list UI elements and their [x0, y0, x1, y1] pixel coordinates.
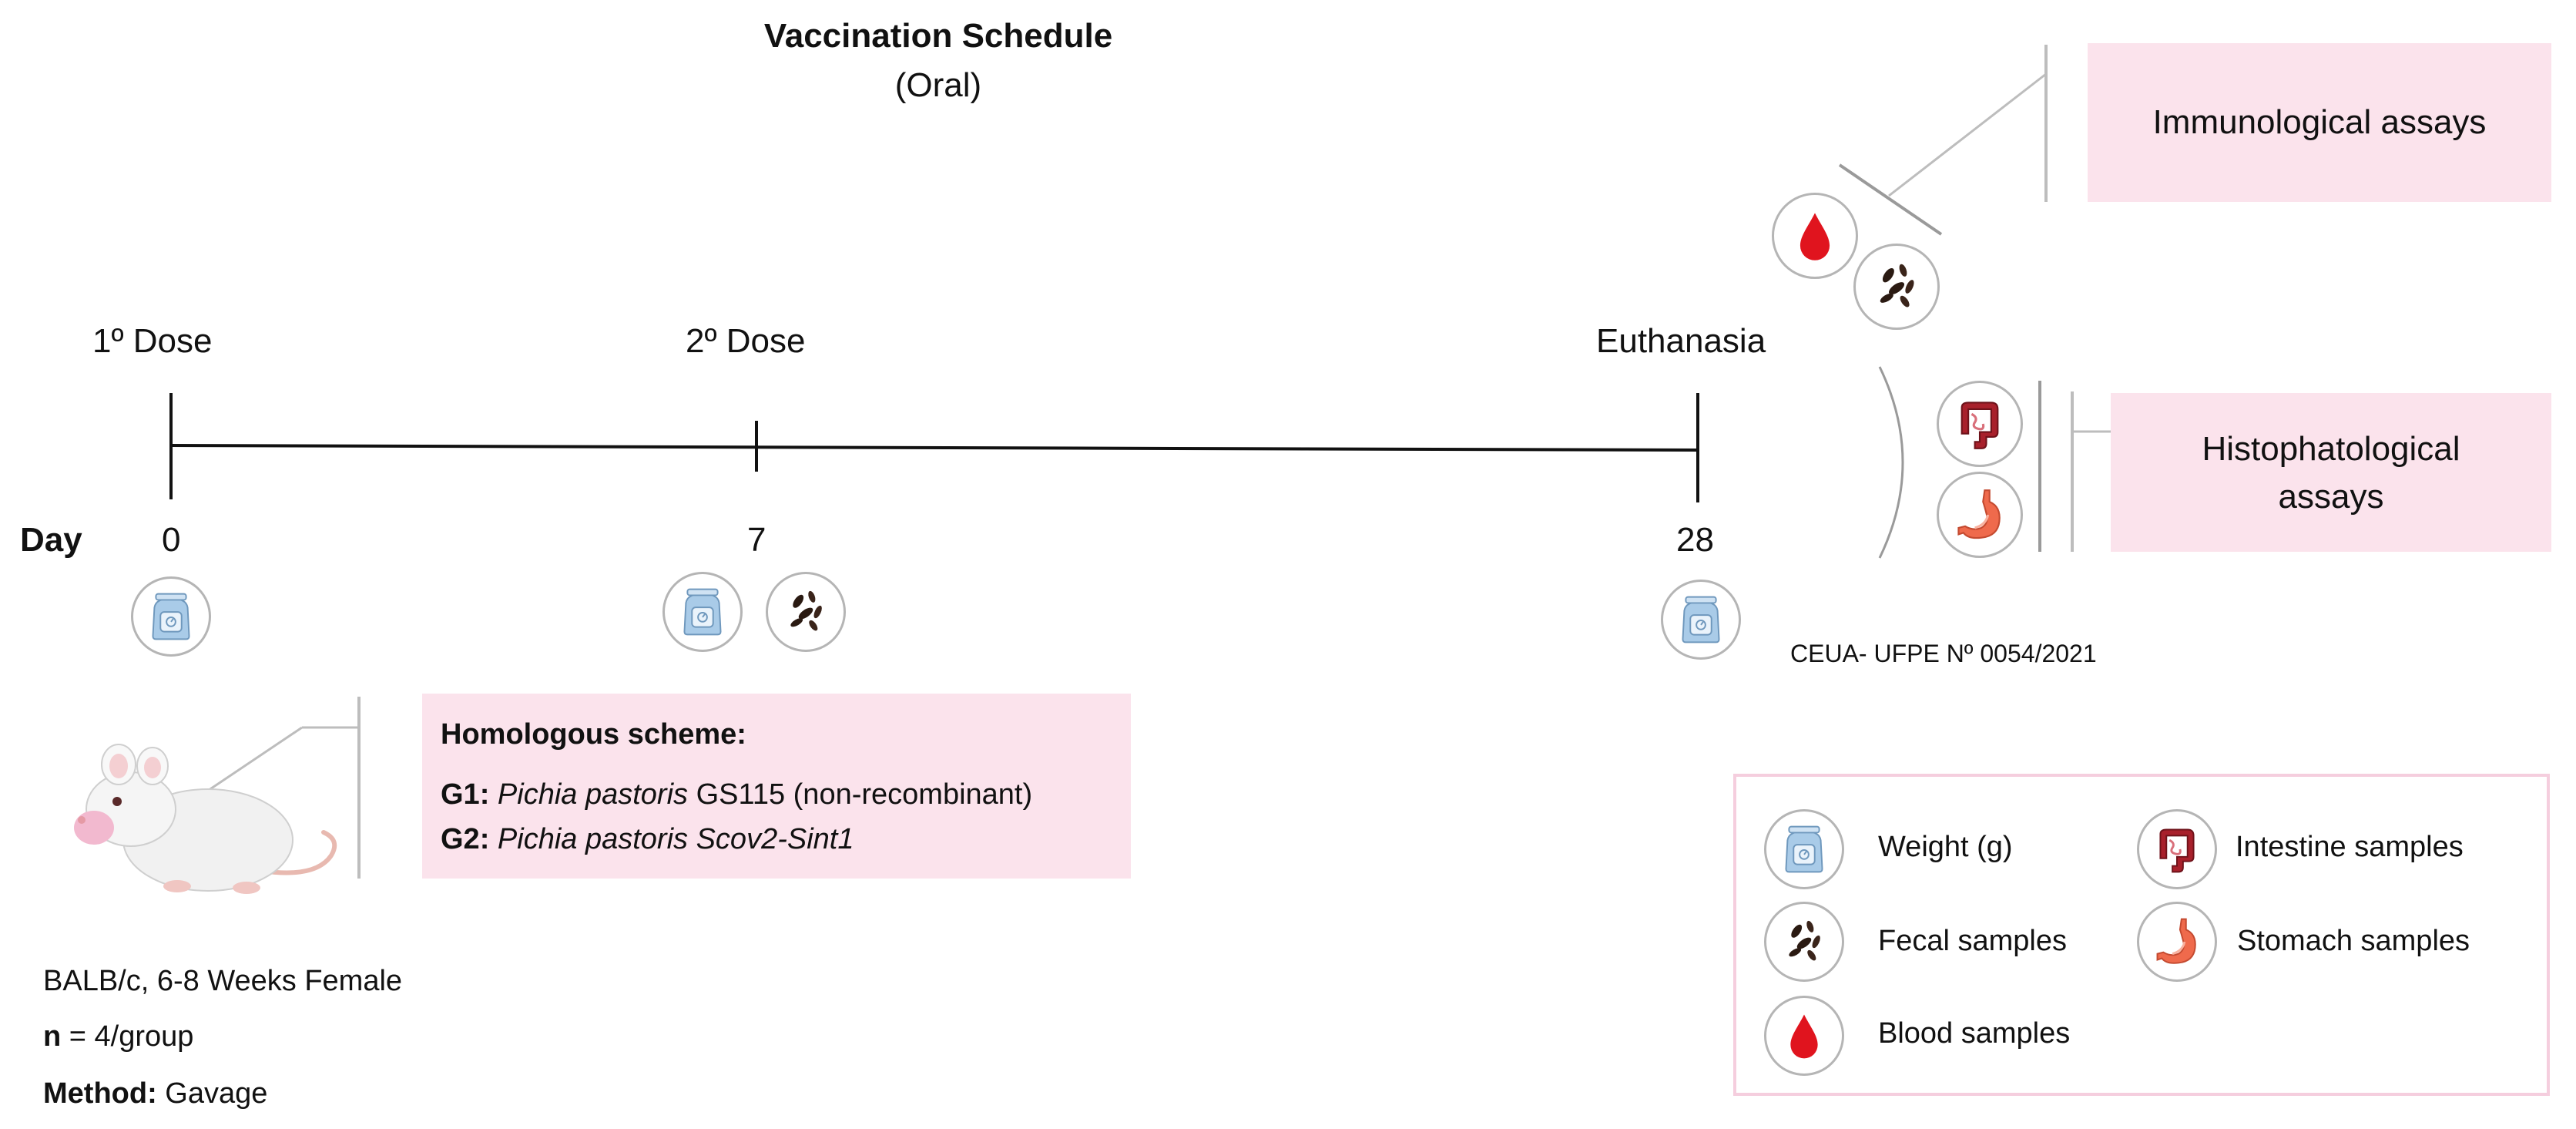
group-2-id: G2:	[441, 823, 490, 855]
ethics-approval: CEUA- UFPE Nº 0054/2021	[1790, 640, 2097, 667]
dose-1-label: 1º Dose	[92, 322, 213, 360]
legend	[1733, 774, 2550, 1096]
histopathological-label-1: Histophatological	[2202, 430, 2460, 468]
scale-icon	[662, 572, 743, 652]
diagram-subtitle: (Oral)	[894, 66, 982, 104]
legend-stomach: Stomach samples	[2237, 925, 2470, 957]
scale-icon	[1661, 580, 1741, 660]
immuno-connector	[1889, 74, 2046, 196]
stomach-icon	[2137, 902, 2217, 982]
immunological-label: Immunological assays	[2152, 103, 2487, 141]
group-1-species: Pichia pastoris	[497, 778, 689, 811]
day-7: 7	[747, 521, 766, 559]
day-28: 28	[1676, 521, 1714, 559]
dose-2-label: 2º Dose	[686, 322, 806, 360]
legend-fecal: Fecal samples	[1878, 925, 2067, 957]
euthanasia-label: Euthanasia	[1596, 322, 1766, 360]
mouse-illustration	[62, 724, 347, 917]
method-label: Method:	[43, 1077, 157, 1110]
scheme-title: Homologous scheme:	[441, 718, 746, 751]
histopathological-box	[2111, 393, 2551, 552]
group-1-strain: GS115 (non-recombinant)	[696, 778, 1033, 811]
method	[43, 1077, 267, 1111]
diagram-title: Vaccination Schedule	[763, 17, 1113, 55]
stomach-icon	[1937, 472, 2023, 558]
day-label: Day	[20, 521, 82, 559]
legend-weight: Weight (g)	[1878, 831, 2013, 863]
scheme-group-2	[441, 823, 854, 856]
intestine-icon	[1937, 381, 2023, 467]
timeline-axis	[171, 445, 1698, 450]
mouse-strain: BALB/c, 6-8 Weeks Female	[43, 965, 403, 997]
scheme-group-1	[441, 778, 1032, 811]
blood-drop-icon	[1772, 193, 1858, 279]
intestine-icon	[2137, 809, 2217, 889]
feces-icon	[1853, 244, 1940, 330]
feces-icon	[766, 572, 846, 652]
histopathological-label-2: assays	[2278, 478, 2384, 516]
scale-icon	[1764, 809, 1844, 889]
blood-drop-icon	[1764, 996, 1844, 1076]
group-2-species: Pichia pastoris Scov2-Sint1	[497, 823, 854, 855]
n-value: = 4/group	[69, 1020, 194, 1053]
scale-icon	[131, 576, 211, 657]
group-size	[43, 1020, 193, 1053]
histo-brace	[1880, 367, 1903, 558]
scheme-box	[422, 694, 1131, 879]
method-value: Gavage	[165, 1077, 268, 1110]
legend-blood: Blood samples	[1878, 1017, 2071, 1050]
feces-icon	[1764, 902, 1844, 982]
n-label: n	[43, 1020, 62, 1053]
legend-intestine: Intestine samples	[2236, 831, 2464, 863]
group-1-id: G1:	[441, 778, 490, 811]
day-0: 0	[162, 521, 181, 559]
immunological-box	[2088, 43, 2551, 202]
